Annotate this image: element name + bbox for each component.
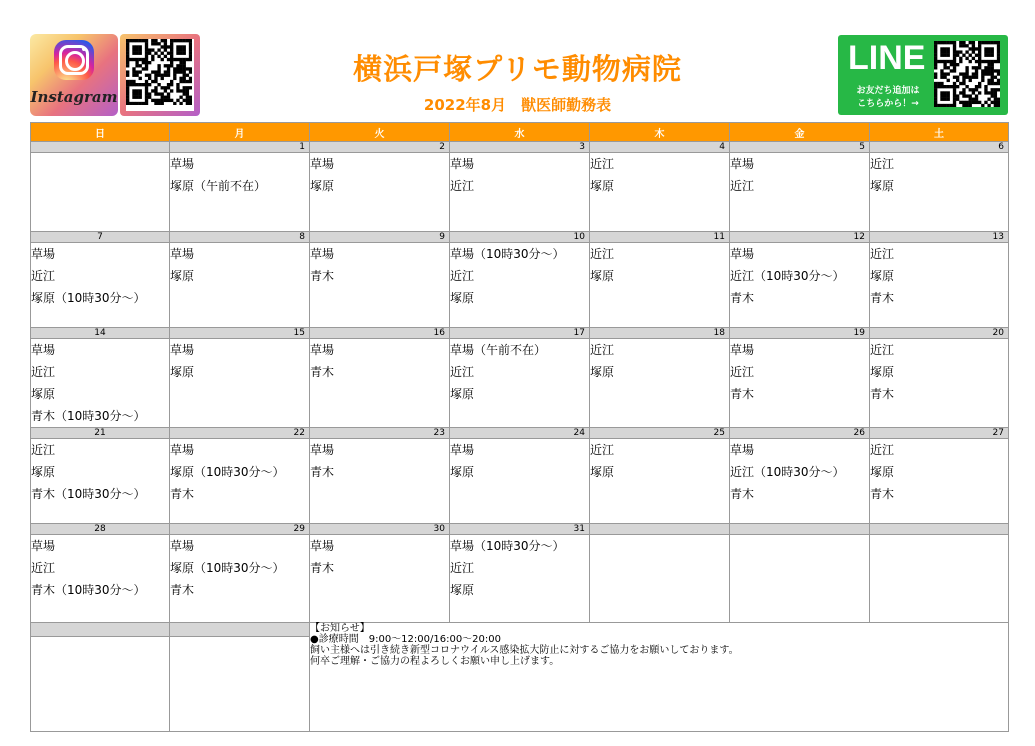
date-number <box>870 524 1009 535</box>
vet-name: 草場 <box>310 443 335 457</box>
vet-name: 草場（10時30分～） <box>450 247 565 261</box>
date-row <box>31 428 1009 439</box>
day-cell <box>310 339 450 428</box>
vet-name: 近江 <box>870 343 895 357</box>
day-cell <box>870 439 1009 524</box>
vet-name: 近江 <box>730 179 755 193</box>
vet-name: 塚原 <box>31 465 56 479</box>
notice-hours: ●診療時間 9:00～12:00/16:00～20:00 <box>310 634 502 645</box>
day-cell <box>590 439 730 524</box>
day-cell <box>31 535 170 623</box>
day-cell <box>170 243 310 328</box>
line-add-friend-text: お友だち追加は こちらから！→ <box>856 86 920 109</box>
day-cell <box>450 153 590 232</box>
vet-name: 草場 <box>31 247 56 261</box>
vet-name: 草場（午前不在） <box>450 343 547 357</box>
date-number: 25 <box>590 428 730 439</box>
date-number: 26 <box>730 428 870 439</box>
vet-name: 草場 <box>170 157 195 171</box>
day-cell <box>590 535 730 623</box>
vet-name: 塚原 <box>450 387 475 401</box>
date-row <box>31 142 1009 153</box>
vet-name: 塚原（午前不在） <box>170 179 267 193</box>
vet-name: 近江 <box>450 365 475 379</box>
day-cell <box>590 243 730 328</box>
date-number: 4 <box>590 142 730 153</box>
vet-name: 草場 <box>730 157 755 171</box>
vet-name: 青木 <box>870 387 895 401</box>
vet-name: 近江 <box>590 343 615 357</box>
vet-name: 草場（10時30分～） <box>450 539 565 553</box>
weekday-header: 水 <box>450 123 590 142</box>
date-number: 24 <box>450 428 590 439</box>
vet-name: 近江（10時30分～） <box>730 465 845 479</box>
day-cell <box>730 439 870 524</box>
weekday-header: 日 <box>31 123 170 142</box>
date-number: 6 <box>870 142 1009 153</box>
vet-name: 草場 <box>310 343 335 357</box>
date-number: 21 <box>31 428 170 439</box>
weekday-header: 木 <box>590 123 730 142</box>
notice-gray-cell <box>31 623 170 637</box>
date-number: 5 <box>730 142 870 153</box>
vet-name: 塚原（10時30分～） <box>170 465 285 479</box>
schedule-row <box>31 535 1009 623</box>
day-cell <box>450 243 590 328</box>
day-cell <box>310 439 450 524</box>
line-label: LINE <box>848 39 926 77</box>
date-number: 29 <box>170 524 310 535</box>
date-number: 27 <box>870 428 1009 439</box>
vet-name: 塚原 <box>310 179 335 193</box>
line-qr-code-icon <box>934 41 1000 107</box>
date-number: 31 <box>450 524 590 535</box>
date-number: 3 <box>450 142 590 153</box>
date-number: 28 <box>31 524 170 535</box>
vet-name: 塚原 <box>450 291 475 305</box>
vet-name: 青木（10時30分～） <box>31 487 146 501</box>
date-row <box>31 232 1009 243</box>
date-number <box>730 524 870 535</box>
vet-name: 近江 <box>870 247 895 261</box>
vet-name: 塚原 <box>31 387 56 401</box>
day-cell <box>170 153 310 232</box>
vet-name: 近江（10時30分～） <box>730 269 845 283</box>
vet-name: 近江 <box>590 157 615 171</box>
vet-name: 塚原 <box>590 365 615 379</box>
day-cell <box>730 243 870 328</box>
date-number <box>590 524 730 535</box>
vet-name: 近江 <box>31 443 56 457</box>
weekday-header: 土 <box>870 123 1009 142</box>
vet-name: 近江 <box>31 269 56 283</box>
vet-name: 草場 <box>31 539 56 553</box>
vet-name: 青木 <box>170 487 195 501</box>
date-number: 1 <box>170 142 310 153</box>
vet-name: 青木 <box>730 387 755 401</box>
vet-name: 青木 <box>730 487 755 501</box>
vet-name: 草場 <box>310 539 335 553</box>
vet-name: 近江 <box>730 365 755 379</box>
vet-name: 青木 <box>870 487 895 501</box>
day-cell <box>170 339 310 428</box>
date-number: 7 <box>31 232 170 243</box>
vet-name: 近江 <box>590 247 615 261</box>
date-number: 9 <box>310 232 450 243</box>
day-cell <box>870 243 1009 328</box>
day-cell <box>170 439 310 524</box>
vet-name: 近江 <box>31 365 56 379</box>
vet-name: 草場 <box>730 443 755 457</box>
day-cell <box>590 339 730 428</box>
vet-name: 塚原 <box>590 465 615 479</box>
vet-name: 草場 <box>170 443 195 457</box>
notice-empty-cell <box>170 637 310 732</box>
vet-name: 近江 <box>870 443 895 457</box>
notice-gray-cell <box>170 623 310 637</box>
date-number: 10 <box>450 232 590 243</box>
vet-name: 近江 <box>870 157 895 171</box>
day-cell <box>310 535 450 623</box>
date-number: 15 <box>170 328 310 339</box>
vet-name: 草場 <box>310 247 335 261</box>
vet-name: 塚原 <box>870 269 895 283</box>
weekday-header: 火 <box>310 123 450 142</box>
page-title: 横浜戸塚プリモ動物病院 <box>353 52 682 86</box>
vet-name: 草場 <box>31 343 56 357</box>
date-number: 17 <box>450 328 590 339</box>
vet-name: 塚原 <box>450 465 475 479</box>
day-cell <box>450 339 590 428</box>
vet-name: 塚原 <box>450 583 475 597</box>
vet-name: 塚原 <box>590 179 615 193</box>
date-number: 19 <box>730 328 870 339</box>
day-cell <box>870 153 1009 232</box>
date-number: 14 <box>31 328 170 339</box>
vet-name: 塚原 <box>870 179 895 193</box>
vet-name: 塚原 <box>590 269 615 283</box>
vet-name: 近江 <box>31 561 56 575</box>
vet-name: 塚原（10時30分～） <box>170 561 285 575</box>
vet-name: 青木 <box>170 583 195 597</box>
vet-name: 青木 <box>310 269 335 283</box>
vet-name: 塚原（10時30分～） <box>31 291 146 305</box>
page-subtitle: 2022年8月 獣医師勤務表 <box>423 96 612 114</box>
vet-name: 草場 <box>730 247 755 261</box>
vet-name: 青木（10時30分～） <box>31 583 146 597</box>
vet-name: 草場 <box>730 343 755 357</box>
weekday-header-row <box>31 123 1009 142</box>
date-number: 8 <box>170 232 310 243</box>
day-cell <box>590 153 730 232</box>
date-number: 30 <box>310 524 450 535</box>
date-number: 16 <box>310 328 450 339</box>
day-cell <box>170 535 310 623</box>
vet-name: 草場 <box>310 157 335 171</box>
instagram-label: Instagram <box>30 88 118 106</box>
vet-name: 塚原 <box>170 365 195 379</box>
vet-name: 近江 <box>590 443 615 457</box>
vet-name: 塚原 <box>870 365 895 379</box>
date-number: 18 <box>590 328 730 339</box>
vet-name: 塚原 <box>870 465 895 479</box>
vet-name: 青木 <box>310 561 335 575</box>
date-number: 2 <box>310 142 450 153</box>
notice-heading: 【お知らせ】 <box>310 623 370 634</box>
date-row <box>31 328 1009 339</box>
day-cell <box>450 535 590 623</box>
weekday-header: 月 <box>170 123 310 142</box>
notice-line-2: 何卒ご理解・ご協力の程よろしくお願い申し上げます。 <box>310 656 560 667</box>
day-cell <box>870 535 1009 623</box>
line-add-friend-badge[interactable] <box>838 35 1008 115</box>
day-cell <box>870 339 1009 428</box>
vet-name: 草場 <box>170 343 195 357</box>
day-cell <box>730 153 870 232</box>
schedule-row <box>31 339 1009 428</box>
weekday-header: 金 <box>730 123 870 142</box>
date-number: 22 <box>170 428 310 439</box>
date-number: 13 <box>870 232 1009 243</box>
day-cell <box>31 153 170 232</box>
schedule-row <box>31 153 1009 232</box>
vet-name: 近江 <box>450 561 475 575</box>
vet-name: 近江 <box>450 269 475 283</box>
day-cell <box>31 339 170 428</box>
vet-name: 青木 <box>870 291 895 305</box>
day-cell <box>310 153 450 232</box>
day-cell <box>730 535 870 623</box>
vet-name: 青木 <box>310 465 335 479</box>
day-cell <box>730 339 870 428</box>
day-cell <box>31 243 170 328</box>
notice-line-1: 飼い主様へは引き続き新型コロナウイルス感染拡大防止に対するご協力をお願いしております。 <box>310 645 739 656</box>
notice-empty-cell <box>31 637 170 732</box>
vet-name: 青木 <box>730 291 755 305</box>
vet-name: 近江 <box>450 179 475 193</box>
date-number: 23 <box>310 428 450 439</box>
schedule-row <box>31 439 1009 524</box>
day-cell <box>31 439 170 524</box>
vet-name: 草場 <box>170 539 195 553</box>
vet-name: 青木（10時30分～） <box>31 409 146 423</box>
duty-calendar <box>30 122 1009 732</box>
vet-name: 草場 <box>450 443 475 457</box>
vet-name: 草場 <box>450 157 475 171</box>
day-cell <box>450 439 590 524</box>
date-number <box>31 142 170 153</box>
vet-name: 青木 <box>310 365 335 379</box>
vet-name: 塚原 <box>170 269 195 283</box>
vet-name: 草場 <box>170 247 195 261</box>
date-number: 11 <box>590 232 730 243</box>
schedule-row <box>31 243 1009 328</box>
day-cell <box>310 243 450 328</box>
date-number: 12 <box>730 232 870 243</box>
date-number: 20 <box>870 328 1009 339</box>
notice-box <box>310 623 1009 732</box>
date-row <box>31 524 1009 535</box>
